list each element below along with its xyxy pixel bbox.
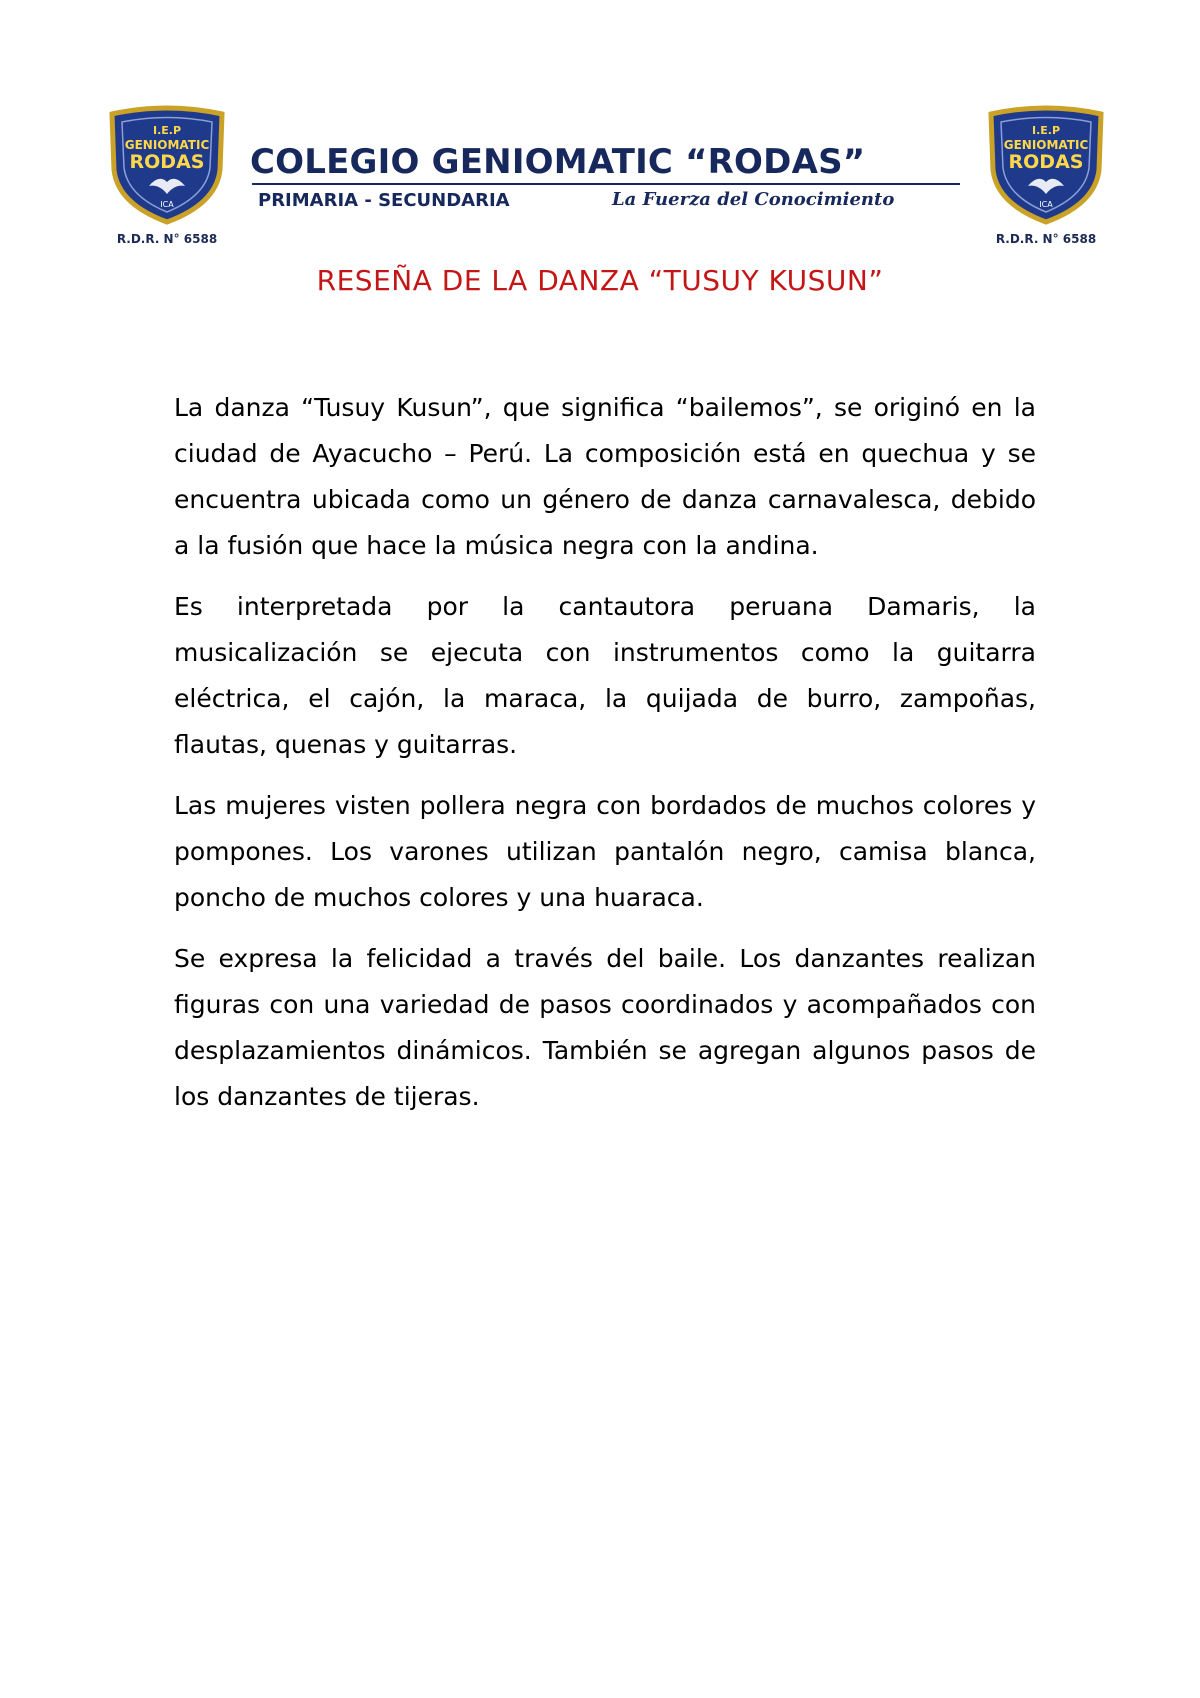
- header-divider: [252, 183, 960, 185]
- school-logo-left: [96, 104, 238, 250]
- svg-text:GENIOMATIC: GENIOMATIC: [124, 138, 210, 152]
- document-body: [174, 385, 1036, 1135]
- school-motto: La Fuerza del Conocimiento: [612, 189, 895, 210]
- school-name: COLEGIO GENIOMATIC “RODAS”: [250, 142, 866, 182]
- paragraph-music: Es interpretada por la cantautora peruana Damaris, la musicalización se ejecuta con instrumentos como la guitarra eléctrica, el cajón, la maraca, la quijada de burro, zampoñas, flautas, quenas y guitarras.: [174, 592, 1036, 759]
- svg-text:I.E.P: I.E.P: [152, 124, 182, 137]
- letterhead: [0, 0, 1200, 260]
- svg-text:ICA: ICA: [160, 200, 174, 209]
- school-logo-right: [975, 104, 1117, 250]
- document-title: RESEÑA DE LA DANZA “TUSUY KUSUN”: [316, 264, 884, 297]
- shield-crest-icon: [983, 104, 1109, 226]
- svg-text:RODAS: RODAS: [129, 151, 205, 173]
- registration-number-left: R.D.R. N° 6588: [116, 232, 218, 246]
- paragraph-choreography: Se expresa la felicidad a través del baile. Los danzantes realizan figuras con una variedad de pasos coordinados y acompañados con desplazamientos dinámicos. También se agregan algunos pasos de los danzantes de tijeras.: [174, 944, 1036, 1111]
- paragraph-origin: La danza “Tusuy Kusun”, que significa “bailemos”, se originó en la ciudad de Ayacucho – Perú. La composición está en quechua y se encuentra ubicada como un género de danza carnavalesca, debido a la fusión que hace la música negra con la andina.: [174, 393, 1036, 560]
- school-levels: PRIMARIA - SECUNDARIA: [258, 190, 510, 211]
- svg-text:ICA: ICA: [1039, 200, 1053, 209]
- registration-number-right: R.D.R. N° 6588: [995, 232, 1097, 246]
- svg-text:GENIOMATIC: GENIOMATIC: [1003, 138, 1089, 152]
- paragraph-costume: Las mujeres visten pollera negra con bordados de muchos colores y pompones. Los varones utilizan pantalón negro, camisa blanca, poncho de muchos colores y una huaraca.: [174, 791, 1036, 912]
- svg-text:RODAS: RODAS: [1008, 151, 1084, 173]
- shield-crest-icon: [104, 104, 230, 226]
- svg-text:I.E.P: I.E.P: [1031, 124, 1061, 137]
